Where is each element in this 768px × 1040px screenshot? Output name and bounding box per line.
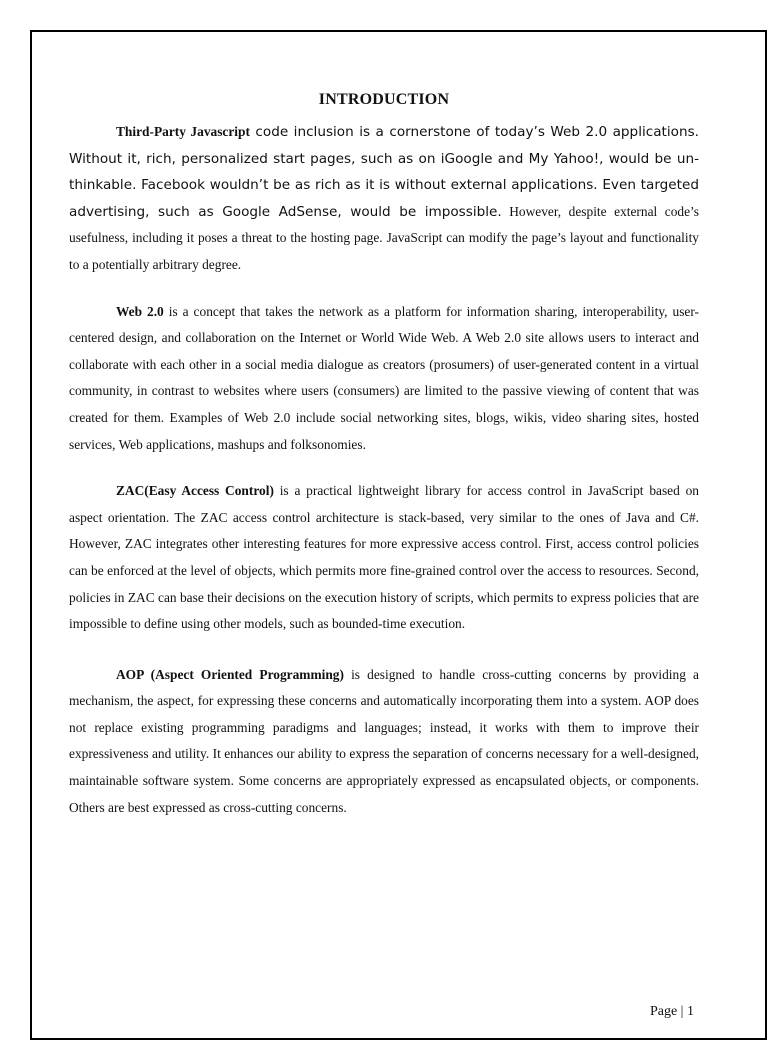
paragraph-term: ZAC(Easy Access Control)	[116, 483, 274, 499]
paragraph-third-party-javascript	[69, 119, 699, 279]
page-number: Page | 1	[649, 1004, 694, 1019]
paragraph-text: However, despite external code’s usefulness, including it poses a threat to the hosting page. JavaScript can modify the page’s layout and functionality to a potentially arbitrary degree.	[69, 203, 699, 272]
paragraph-aop	[69, 662, 699, 822]
page-title: INTRODUCTION	[318, 91, 450, 108]
paragraph-zac	[69, 478, 699, 638]
paragraph-text: is a practical lightweight library for access control in JavaScript based on aspect orientation. The ZAC access control architecture is stack-based, very similar to the ones of Java and C#. However, ZAC integrates other interesting features for more expressive access control. First, access control policies can be enforced at the level of objects, which permits more fine-grained control over the access to resources. Second, policies in ZAC can base their decisions on the execution history of scripts, which permits to express policies that are impossible to define using other models, such as bounded-time execution.	[69, 483, 699, 632]
paragraph-text-sans: code inclusion is a cornerstone of today’s Web 2.0 applications. Without it, rich, personalized start pages, such as on iGoogle and My Yahoo!, would be un- thinkable. Facebook wouldn’t be as rich as it is without external applications. Even targeted advertising, such as Google AdSense, would be impossible.	[69, 124, 699, 220]
document-body	[69, 91, 699, 821]
paragraph-term: Web 2.0	[116, 303, 164, 319]
paragraph-term: AOP (Aspect Oriented Programming)	[116, 666, 344, 682]
paragraph-text: is designed to handle cross-cutting concerns by providing a mechanism, the aspect, for expressing these concerns and automatically incorporating them into a system. AOP does not replace existing programming paradigms and languages; instead, it works with them to improve their expressiveness and utility. It enhances our ability to express the separation of concerns necessary for a well-designed, maintainable software system. Some concerns are appropriately expressed as encapsulated objects, or components. Others are best expressed as cross-cutting concerns.	[69, 666, 699, 815]
paragraph-web20	[69, 299, 699, 459]
paragraph-term: Third-Party Javascript	[116, 124, 250, 139]
paragraph-text: is a concept that takes the network as a platform for information sharing, interoperability, user-centered design, and collaboration on the Internet or World Wide Web. A Web 2.0 site allows users to interact and collaborate with each other in a social media dialogue as creators (prosumers) of user-generated content in a virtual community, in contrast to websites where users (consumers) are limited to the passive viewing of content that was created for them. Examples of Web 2.0 include social networking sites, blogs, wikis, video sharing sites, hosted services, Web applications, mashups and folksonomies.	[69, 303, 700, 452]
